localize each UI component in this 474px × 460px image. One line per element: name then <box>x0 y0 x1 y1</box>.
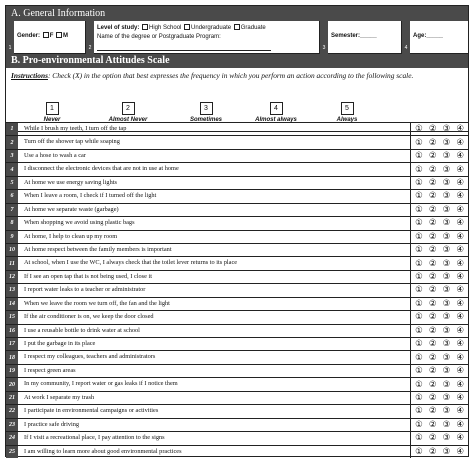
item-options <box>411 405 468 417</box>
item-options <box>411 257 468 269</box>
option-3-radio[interactable]: ③ <box>442 406 451 417</box>
option-2-radio[interactable]: ② <box>428 191 437 202</box>
item-statement: I respect my colleagues, teachers and administrators <box>18 351 411 363</box>
item-options <box>411 204 468 216</box>
program-label: Name of the degree or Postgraduate Program: <box>97 34 221 40</box>
option-1-radio[interactable]: ① <box>415 366 423 377</box>
item-number: 17 <box>6 338 18 350</box>
option-3-radio[interactable]: ③ <box>442 446 451 457</box>
table-row <box>6 256 468 269</box>
instructions-label: Instructions <box>11 71 48 80</box>
table-row <box>6 162 468 175</box>
option-3-radio[interactable]: ③ <box>442 339 451 350</box>
scale-number: 2 <box>122 102 135 115</box>
option-2-radio[interactable]: ② <box>428 137 437 148</box>
option-1-radio[interactable]: ① <box>415 151 423 162</box>
option-2-radio[interactable]: ② <box>428 245 437 256</box>
option-2-radio[interactable]: ② <box>428 379 437 390</box>
section-a-header: A. General Information <box>6 6 468 21</box>
item-statement: Use a hose to wash a car <box>18 150 411 162</box>
table-row <box>6 391 468 404</box>
semester-field[interactable]: Semester:_____ <box>331 33 377 39</box>
option-1-radio[interactable]: ① <box>415 218 423 229</box>
item-options <box>411 150 468 162</box>
option-2-radio[interactable]: ② <box>428 231 437 242</box>
cell-number: 4 <box>402 21 410 54</box>
table-row <box>6 283 468 296</box>
table-row <box>6 176 468 189</box>
table-row <box>6 445 468 458</box>
option-4-radio[interactable]: ④ <box>456 392 464 403</box>
option-4-radio[interactable]: ④ <box>456 164 464 175</box>
high-school-label: High School <box>149 25 182 31</box>
item-statement: At home, I help to clean up my room <box>18 231 411 243</box>
option-4-radio[interactable]: ④ <box>456 366 464 377</box>
item-options <box>411 419 468 431</box>
option-1-radio[interactable]: ① <box>415 339 423 350</box>
option-3-radio[interactable]: ③ <box>442 366 451 377</box>
item-options <box>411 136 468 148</box>
option-3-radio[interactable]: ③ <box>442 204 451 215</box>
gender-m-label: M <box>63 33 69 39</box>
table-row <box>6 122 468 135</box>
option-3-radio[interactable]: ③ <box>442 177 451 188</box>
gender-m-checkbox[interactable] <box>56 32 62 38</box>
option-2-radio[interactable]: ② <box>428 151 437 162</box>
option-4-radio[interactable]: ④ <box>456 177 464 188</box>
gender-f-label: F <box>49 33 54 39</box>
item-options <box>411 378 468 390</box>
item-options <box>411 311 468 323</box>
item-options <box>411 163 468 175</box>
option-2-radio[interactable]: ② <box>428 433 437 444</box>
item-statement: I report water leaks to a teacher or administrator <box>18 284 411 296</box>
table-row <box>6 377 468 390</box>
option-1-radio[interactable]: ① <box>415 124 423 135</box>
item-number: 13 <box>6 284 18 296</box>
option-2-radio[interactable]: ② <box>428 325 437 336</box>
option-4-radio[interactable]: ④ <box>456 433 464 444</box>
item-options <box>411 244 468 256</box>
item-statement: When shopping we avoid using plastic bags <box>18 217 411 229</box>
item-options <box>411 392 468 404</box>
option-3-radio[interactable]: ③ <box>442 272 451 283</box>
study-label: Level of study: <box>97 25 140 31</box>
item-number: 19 <box>6 365 18 377</box>
general-info-row <box>6 21 468 54</box>
option-2-radio[interactable]: ② <box>428 177 437 188</box>
item-options <box>411 298 468 310</box>
option-1-radio[interactable]: ① <box>415 272 423 283</box>
scale-number: 1 <box>46 102 59 115</box>
study-cell <box>86 21 320 53</box>
option-1-radio[interactable]: ① <box>415 325 423 336</box>
cell-number: 2 <box>86 21 94 54</box>
option-3-radio[interactable]: ③ <box>442 419 451 430</box>
table-row <box>6 337 468 350</box>
scale-item <box>176 102 236 123</box>
item-options <box>411 325 468 337</box>
table-row <box>6 404 468 417</box>
option-2-radio[interactable]: ② <box>428 339 437 350</box>
item-statement: I practice safe driving <box>18 419 411 431</box>
gender-label: Gender: <box>17 33 41 39</box>
option-3-radio[interactable]: ③ <box>442 285 451 296</box>
semester-cell <box>320 21 402 53</box>
undergraduate-checkbox[interactable] <box>184 24 190 30</box>
item-number: 1 <box>6 123 18 135</box>
option-1-radio[interactable]: ① <box>415 379 423 390</box>
option-1-radio[interactable]: ① <box>415 298 423 309</box>
option-4-radio[interactable]: ④ <box>456 352 464 363</box>
scale-item <box>246 102 306 123</box>
item-options <box>411 271 468 283</box>
option-1-radio[interactable]: ① <box>415 285 423 296</box>
option-3-radio[interactable]: ③ <box>442 325 451 336</box>
option-3-radio[interactable]: ③ <box>442 231 451 242</box>
item-options <box>411 217 468 229</box>
option-2-radio[interactable]: ② <box>428 204 437 215</box>
item-statement: I disconnect the electronic devices that are not in use at home <box>18 163 411 175</box>
table-row <box>6 135 468 148</box>
item-statement: At work I separate my trash <box>18 392 411 404</box>
table-row <box>6 230 468 243</box>
item-statement: If I see an open tap that is not being used, I close it <box>18 271 411 283</box>
option-2-radio[interactable]: ② <box>428 366 437 377</box>
option-3-radio[interactable]: ③ <box>442 164 451 175</box>
option-4-radio[interactable]: ④ <box>456 406 464 417</box>
item-options <box>411 365 468 377</box>
gender-cell <box>6 21 86 53</box>
item-statement: At home respect between the family members is important <box>18 244 411 256</box>
table-row <box>6 243 468 256</box>
graduate-label: Graduate <box>240 25 266 31</box>
option-2-radio[interactable]: ② <box>428 218 437 229</box>
option-1-radio[interactable]: ① <box>415 245 423 256</box>
option-2-radio[interactable]: ② <box>428 419 437 430</box>
table-row <box>6 189 468 202</box>
option-4-radio[interactable]: ④ <box>456 379 464 390</box>
option-1-radio[interactable]: ① <box>415 258 423 269</box>
option-1-radio[interactable]: ① <box>415 191 423 202</box>
option-3-radio[interactable]: ③ <box>442 124 451 135</box>
high-school-checkbox[interactable] <box>142 24 148 30</box>
option-1-radio[interactable]: ① <box>415 177 423 188</box>
table-row <box>6 364 468 377</box>
option-4-radio[interactable]: ④ <box>456 151 464 162</box>
program-input[interactable] <box>97 46 271 51</box>
item-options <box>411 231 468 243</box>
scale-label: Almost Never <box>108 117 148 123</box>
item-statement: Turn off the shower tap while soaping <box>18 136 411 148</box>
table-row <box>6 216 468 229</box>
undergraduate-label: Undergraduate <box>191 25 232 31</box>
item-statement: While I brush my teeth, I turn off the tap <box>18 123 411 135</box>
item-number: 6 <box>6 190 18 202</box>
option-4-radio[interactable]: ④ <box>456 285 464 296</box>
item-statement: When we leave the room we turn off, the fan and the light <box>18 298 411 310</box>
option-3-radio[interactable]: ③ <box>442 433 451 444</box>
item-options <box>411 284 468 296</box>
option-2-radio[interactable]: ② <box>428 406 437 417</box>
item-number: 5 <box>6 177 18 189</box>
items-table <box>6 122 468 458</box>
option-1-radio[interactable]: ① <box>415 164 423 175</box>
age-field[interactable]: Age:_____ <box>413 33 444 39</box>
option-1-radio[interactable]: ① <box>415 392 423 403</box>
item-number: 22 <box>6 405 18 417</box>
item-number: 14 <box>6 298 18 310</box>
table-row <box>6 418 468 431</box>
option-3-radio[interactable]: ③ <box>442 245 451 256</box>
option-4-radio[interactable]: ④ <box>456 298 464 309</box>
option-4-radio[interactable]: ④ <box>456 312 464 323</box>
option-2-radio[interactable]: ② <box>428 285 437 296</box>
option-4-radio[interactable]: ④ <box>456 446 464 457</box>
scale-number: 4 <box>270 102 283 115</box>
option-3-radio[interactable]: ③ <box>442 137 451 148</box>
option-3-radio[interactable]: ③ <box>442 151 451 162</box>
scale-label: Always <box>336 117 358 123</box>
table-row <box>6 297 468 310</box>
instructions-text: : Check (X) in the option that best expresses the frequency in which you perform an action according to the following scale. <box>47 71 414 80</box>
option-4-radio[interactable]: ④ <box>456 231 464 242</box>
section-b-header: B. Pro-environmental Attitudes Scale <box>6 54 468 68</box>
table-row <box>6 270 468 283</box>
option-1-radio[interactable]: ① <box>415 204 423 215</box>
item-number: 4 <box>6 163 18 175</box>
table-row <box>6 350 468 363</box>
item-statement: In my community, I report water or gas leaks if I notice them <box>18 378 411 390</box>
item-number: 3 <box>6 150 18 162</box>
table-row <box>6 431 468 444</box>
option-2-radio[interactable]: ② <box>428 352 437 363</box>
item-number: 8 <box>6 217 18 229</box>
option-1-radio[interactable]: ① <box>415 433 423 444</box>
option-2-radio[interactable]: ② <box>428 298 437 309</box>
option-2-radio[interactable]: ② <box>428 446 437 457</box>
option-1-radio[interactable]: ① <box>415 312 423 323</box>
item-options <box>411 446 468 458</box>
item-options <box>411 177 468 189</box>
table-row <box>6 324 468 337</box>
scale-label: Almost always <box>255 117 297 123</box>
scale-number: 5 <box>341 102 354 115</box>
item-number: 11 <box>6 257 18 269</box>
option-3-radio[interactable]: ③ <box>442 379 451 390</box>
option-4-radio[interactable]: ④ <box>456 272 464 283</box>
option-3-radio[interactable]: ③ <box>442 312 451 323</box>
option-3-radio[interactable]: ③ <box>442 392 451 403</box>
option-3-radio[interactable]: ③ <box>442 191 451 202</box>
item-number: 10 <box>6 244 18 256</box>
option-1-radio[interactable]: ① <box>415 419 423 430</box>
option-4-radio[interactable]: ④ <box>456 245 464 256</box>
item-number: 9 <box>6 231 18 243</box>
item-statement: At school, when I use the WC, I always check that the toilet lever returns to its place <box>18 257 411 269</box>
option-4-radio[interactable]: ④ <box>456 258 464 269</box>
item-number: 15 <box>6 311 18 323</box>
option-4-radio[interactable]: ④ <box>456 204 464 215</box>
item-number: 23 <box>6 419 18 431</box>
item-statement: At home we separate waste (garbage) <box>18 204 411 216</box>
item-number: 21 <box>6 392 18 404</box>
table-row <box>6 310 468 323</box>
option-1-radio[interactable]: ① <box>415 406 423 417</box>
item-options <box>411 123 468 135</box>
option-4-radio[interactable]: ④ <box>456 124 464 135</box>
option-3-radio[interactable]: ③ <box>442 218 451 229</box>
option-2-radio[interactable]: ② <box>428 258 437 269</box>
item-number: 12 <box>6 271 18 283</box>
option-4-radio[interactable]: ④ <box>456 339 464 350</box>
scale-item <box>98 102 158 123</box>
option-4-radio[interactable]: ④ <box>456 419 464 430</box>
item-statement: I respect green areas <box>18 365 411 377</box>
item-statement: If the air conditioner is on, we keep the door closed <box>18 311 411 323</box>
option-1-radio[interactable]: ① <box>415 446 423 457</box>
item-number: 20 <box>6 378 18 390</box>
scale-label: Sometimes <box>189 117 222 123</box>
scale-item <box>22 102 82 123</box>
option-2-radio[interactable]: ② <box>428 312 437 323</box>
item-statement: At home we use energy saving lights <box>18 177 411 189</box>
item-statement: I am willing to learn more about good environmental practices <box>18 446 411 458</box>
item-number: 2 <box>6 136 18 148</box>
graduate-checkbox[interactable] <box>234 24 240 30</box>
option-3-radio[interactable]: ③ <box>442 352 451 363</box>
item-options <box>411 432 468 444</box>
item-options <box>411 351 468 363</box>
option-2-radio[interactable]: ② <box>428 124 437 135</box>
option-4-radio[interactable]: ④ <box>456 191 464 202</box>
item-number: 7 <box>6 204 18 216</box>
option-2-radio[interactable]: ② <box>428 392 437 403</box>
scale-number: 3 <box>200 102 213 115</box>
option-1-radio[interactable]: ① <box>415 231 423 242</box>
item-statement: When I leave a room, I check if I turned off the light <box>18 190 411 202</box>
item-statement: I participate in environmental campaigns or activities <box>18 405 411 417</box>
table-row <box>6 203 468 216</box>
scale-item <box>317 102 377 123</box>
item-statement: If I visit a recreational place, I pay attention to the signs <box>18 432 411 444</box>
item-options <box>411 190 468 202</box>
item-number: 24 <box>6 432 18 444</box>
option-3-radio[interactable]: ③ <box>442 298 451 309</box>
age-cell <box>402 21 468 53</box>
table-row <box>6 149 468 162</box>
option-4-radio[interactable]: ④ <box>456 137 464 148</box>
option-4-radio[interactable]: ④ <box>456 218 464 229</box>
option-2-radio[interactable]: ② <box>428 272 437 283</box>
option-1-radio[interactable]: ① <box>415 137 423 148</box>
item-number: 18 <box>6 351 18 363</box>
cell-number: 3 <box>320 21 328 54</box>
item-number: 25 <box>6 446 18 458</box>
cell-number: 1 <box>6 21 14 54</box>
option-1-radio[interactable]: ① <box>415 352 423 363</box>
item-options <box>411 338 468 350</box>
option-4-radio[interactable]: ④ <box>456 325 464 336</box>
option-3-radio[interactable]: ③ <box>442 258 451 269</box>
option-2-radio[interactable]: ② <box>428 164 437 175</box>
scale-label: Never <box>43 117 61 123</box>
item-statement: I put the garbage in its place <box>18 338 411 350</box>
questionnaire-form <box>5 5 469 457</box>
gender-f-checkbox[interactable] <box>43 32 49 38</box>
item-number: 16 <box>6 325 18 337</box>
item-statement: I use a reusable bottle to drink water at school <box>18 325 411 337</box>
